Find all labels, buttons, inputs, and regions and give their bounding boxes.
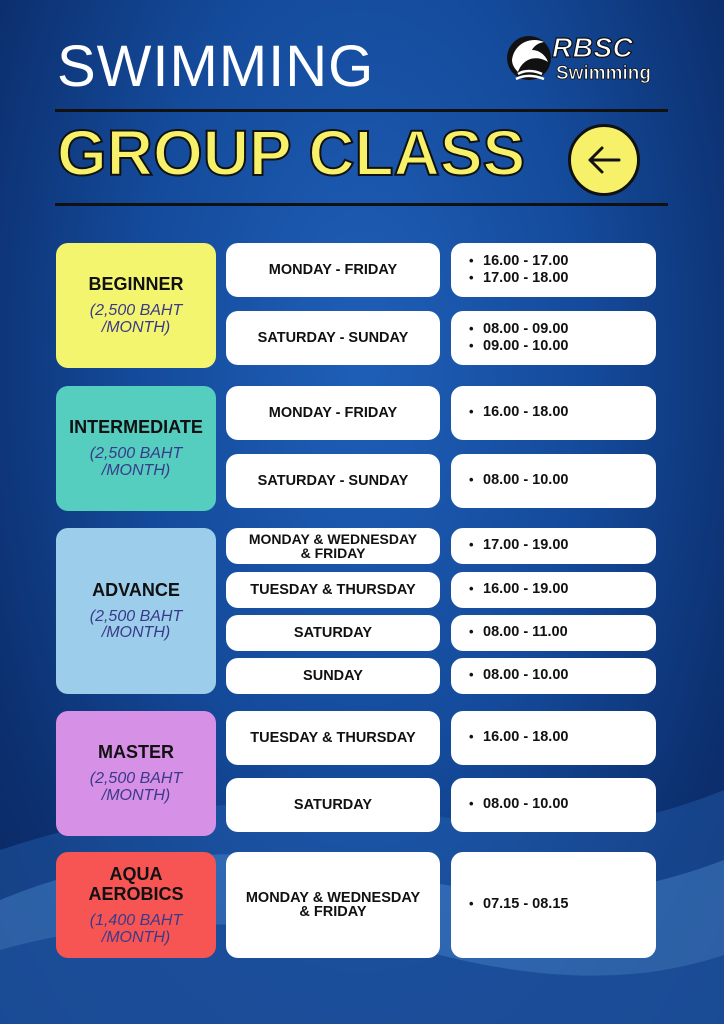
class-price: (2,500 BAHT /MONTH) bbox=[89, 445, 183, 479]
schedule-times bbox=[451, 454, 656, 508]
schedule-times bbox=[451, 658, 656, 694]
class-card-intermediate bbox=[56, 386, 216, 511]
schedule-days: SUNDAY bbox=[226, 658, 440, 694]
schedule-days: SATURDAY - SUNDAY bbox=[226, 311, 440, 365]
schedule-times bbox=[451, 243, 656, 297]
title-swimming: SWIMMING bbox=[57, 34, 375, 99]
time-slot: • 08.00 - 10.00 bbox=[483, 667, 568, 684]
time-slot: • 16.00 - 18.00 bbox=[483, 404, 568, 421]
divider-bottom bbox=[55, 203, 668, 206]
brand-rbsc: RBSC bbox=[552, 32, 634, 63]
time-slot: • 08.00 - 09.00 bbox=[483, 321, 568, 338]
time-slot: • 16.00 - 18.00 bbox=[483, 729, 568, 746]
time-slot: • 17.00 - 18.00 bbox=[483, 270, 568, 287]
time-slot: • 08.00 - 10.00 bbox=[483, 796, 568, 813]
class-card-beginner bbox=[56, 243, 216, 368]
class-name: AQUA AEROBICS bbox=[88, 863, 184, 905]
schedule-days: MONDAY & WEDNESDAY & FRIDAY bbox=[226, 852, 440, 958]
schedule-times bbox=[451, 528, 656, 564]
schedule-days: SATURDAY - SUNDAY bbox=[226, 454, 440, 508]
schedule-times bbox=[451, 778, 656, 832]
brand-swimming: Swimming bbox=[556, 63, 652, 84]
schedule-times bbox=[451, 386, 656, 440]
class-price: (2,500 BAHT /MONTH) bbox=[89, 302, 183, 336]
schedule-times bbox=[451, 572, 656, 608]
class-card-aqua-aerobics bbox=[56, 852, 216, 958]
class-price: (2,500 BAHT /MONTH) bbox=[89, 607, 183, 642]
schedule-days: TUESDAY & THURSDAY bbox=[226, 711, 440, 765]
class-card-master bbox=[56, 711, 216, 836]
dolphin-logo-icon bbox=[504, 30, 556, 84]
arrow-left-icon bbox=[585, 141, 623, 179]
schedule-days: MONDAY - FRIDAY bbox=[226, 386, 440, 440]
time-slot: • 17.00 - 19.00 bbox=[483, 537, 568, 554]
time-slot: • 09.00 - 10.00 bbox=[483, 338, 568, 355]
schedule-days: TUESDAY & THURSDAY bbox=[226, 572, 440, 608]
schedule-days: MONDAY & WEDNESDAY & FRIDAY bbox=[226, 528, 440, 564]
rbsc-logo bbox=[504, 30, 662, 88]
divider-top bbox=[55, 109, 668, 112]
class-name: INTERMEDIATE bbox=[69, 417, 203, 438]
time-slot: • 07.15 - 08.15 bbox=[483, 896, 568, 913]
class-name: ADVANCE bbox=[92, 579, 180, 600]
schedule-times bbox=[451, 615, 656, 651]
schedule-times bbox=[451, 711, 656, 765]
title-group-class: GROUP CLASS bbox=[57, 117, 526, 189]
schedule-days: SATURDAY bbox=[226, 615, 440, 651]
class-name: BEGINNER bbox=[88, 274, 184, 295]
time-slot: • 16.00 - 19.00 bbox=[483, 581, 568, 598]
class-name: MASTER bbox=[98, 742, 174, 763]
class-price: (2,500 BAHT /MONTH) bbox=[89, 770, 183, 804]
class-card-advance bbox=[56, 528, 216, 694]
class-price: (1,400 BAHT /MONTH) bbox=[89, 911, 183, 946]
time-slot: • 16.00 - 17.00 bbox=[483, 253, 568, 270]
schedule-days: MONDAY - FRIDAY bbox=[226, 243, 440, 297]
schedule-times bbox=[451, 852, 656, 958]
schedule-days: SATURDAY bbox=[226, 778, 440, 832]
time-slot: • 08.00 - 11.00 bbox=[483, 624, 568, 641]
time-slot: • 08.00 - 10.00 bbox=[483, 472, 568, 489]
schedule-times bbox=[451, 311, 656, 365]
back-button[interactable] bbox=[568, 124, 640, 196]
